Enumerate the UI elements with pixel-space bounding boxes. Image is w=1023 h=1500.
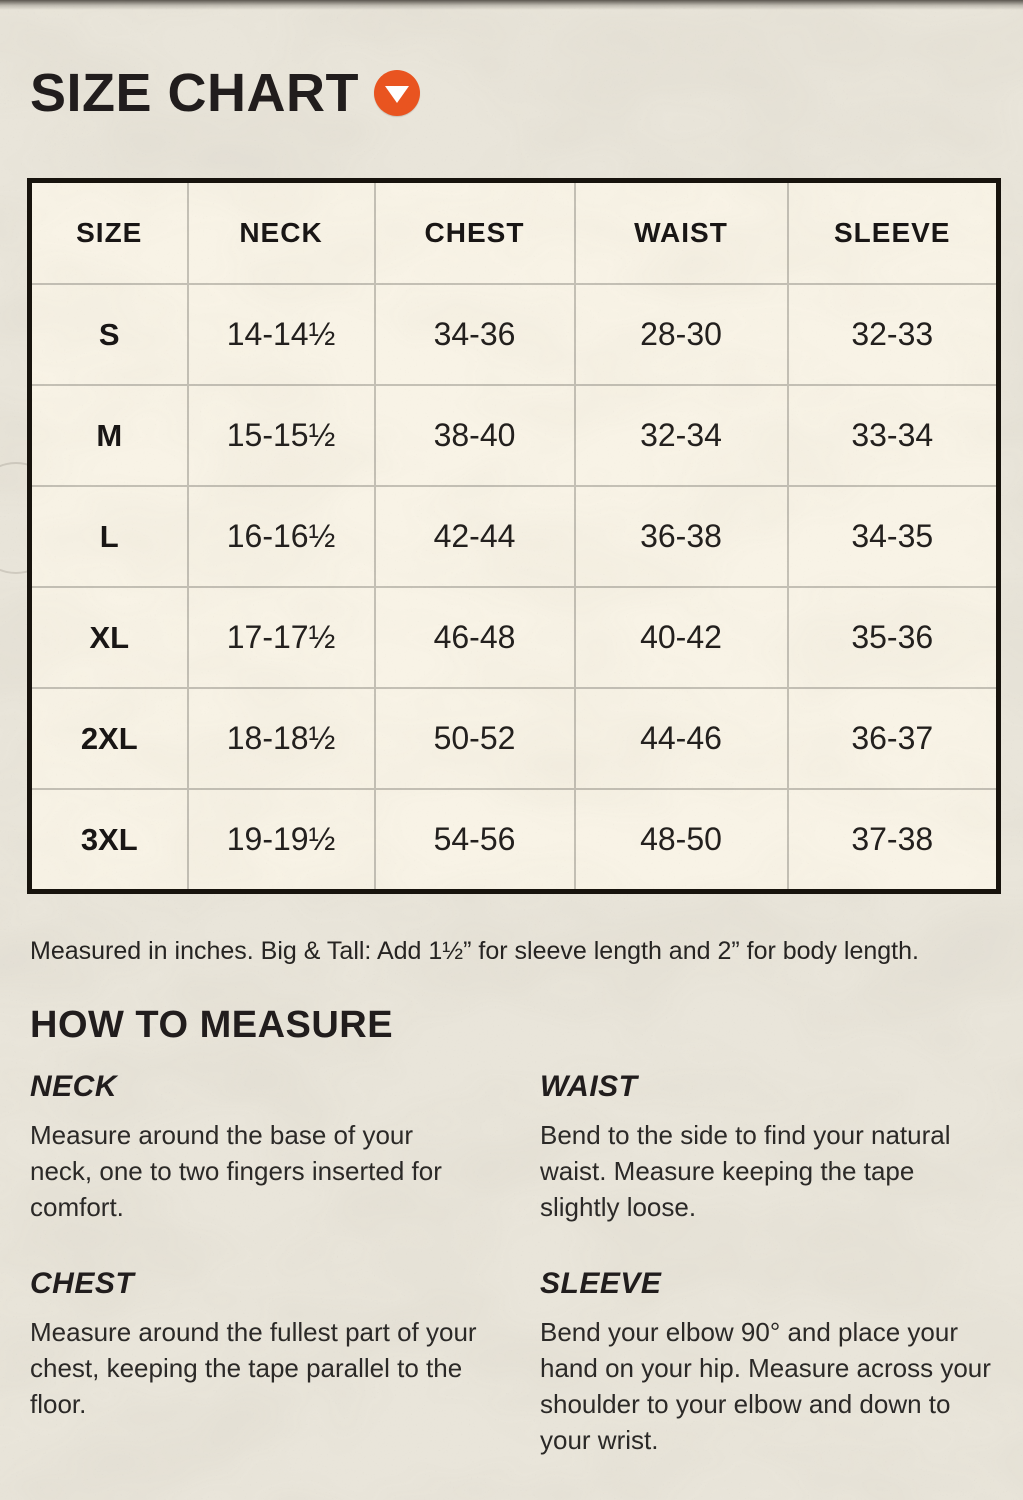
- sleeve-cell: 35-36: [788, 587, 999, 688]
- column-header-chest: CHEST: [375, 181, 575, 285]
- waist-cell: 44-46: [575, 688, 788, 789]
- how-to-measure-grid: [30, 1070, 995, 1458]
- sleeve-cell: 32-33: [788, 284, 999, 385]
- neck-cell: 14-14½: [188, 284, 375, 385]
- size-cell: S: [30, 284, 188, 385]
- waist-cell: 32-34: [575, 385, 788, 486]
- table-row: [30, 789, 999, 892]
- measure-section-text: Bend your elbow 90° and place your hand on your hip. Measure across your shoulder to your elbow and down to your wrist.: [540, 1317, 991, 1455]
- chest-cell: 46-48: [375, 587, 575, 688]
- measure-section-label: SLEEVE: [540, 1267, 662, 1300]
- table-row: [30, 587, 999, 688]
- sleeve-cell: 37-38: [788, 789, 999, 892]
- table-footnote: Measured in inches. Big & Tall: Add 1½” for sleeve length and 2” for body length.: [30, 937, 919, 965]
- size-table: [27, 178, 1001, 894]
- measure-section-waist: [540, 1070, 995, 1225]
- size-cell: M: [30, 385, 188, 486]
- neck-cell: 15-15½: [188, 385, 375, 486]
- table-header-row: [30, 181, 999, 285]
- table-row: [30, 385, 999, 486]
- measure-section-text: Bend to the side to find your natural waist. Measure keeping the tape slightly loose.: [540, 1120, 951, 1222]
- waist-cell: 36-38: [575, 486, 788, 587]
- neck-cell: 19-19½: [188, 789, 375, 892]
- title-row: [30, 64, 420, 122]
- neck-cell: 18-18½: [188, 688, 375, 789]
- table-row: [30, 284, 999, 385]
- size-chart-toggle-button[interactable]: [374, 70, 420, 116]
- chest-cell: 38-40: [375, 385, 575, 486]
- waist-cell: 40-42: [575, 587, 788, 688]
- paper-top-edge: [0, 0, 1023, 10]
- column-header-sleeve: SLEEVE: [788, 181, 999, 285]
- sleeve-cell: 36-37: [788, 688, 999, 789]
- measure-section-chest: [30, 1267, 505, 1458]
- measure-section-text: Measure around the base of your neck, one to two fingers inserted for comfort.: [30, 1120, 442, 1222]
- table-row: [30, 688, 999, 789]
- neck-cell: 16-16½: [188, 486, 375, 587]
- sleeve-cell: 34-35: [788, 486, 999, 587]
- chest-cell: 54-56: [375, 789, 575, 892]
- chest-cell: 34-36: [375, 284, 575, 385]
- measure-section-text: Measure around the fullest part of your chest, keeping the tape parallel to the floor.: [30, 1317, 477, 1419]
- measure-section-label: NECK: [30, 1070, 118, 1103]
- size-cell: XL: [30, 587, 188, 688]
- size-cell: L: [30, 486, 188, 587]
- column-header-size: SIZE: [30, 181, 188, 285]
- sleeve-cell: 33-34: [788, 385, 999, 486]
- table-row: [30, 486, 999, 587]
- measure-section-label: WAIST: [540, 1070, 638, 1103]
- chest-cell: 42-44: [375, 486, 575, 587]
- measure-section-sleeve: [540, 1267, 995, 1458]
- neck-cell: 17-17½: [188, 587, 375, 688]
- waist-cell: 48-50: [575, 789, 788, 892]
- how-to-measure-heading: HOW TO MEASURE: [30, 1004, 394, 1046]
- waist-cell: 28-30: [575, 284, 788, 385]
- size-cell: 3XL: [30, 789, 188, 892]
- page-title: SIZE CHART: [30, 63, 359, 123]
- column-header-neck: NECK: [188, 181, 375, 285]
- chest-cell: 50-52: [375, 688, 575, 789]
- column-header-waist: WAIST: [575, 181, 788, 285]
- triangle-down-icon: [385, 86, 409, 103]
- size-cell: 2XL: [30, 688, 188, 789]
- measure-section-neck: [30, 1070, 505, 1225]
- measure-section-label: CHEST: [30, 1267, 135, 1300]
